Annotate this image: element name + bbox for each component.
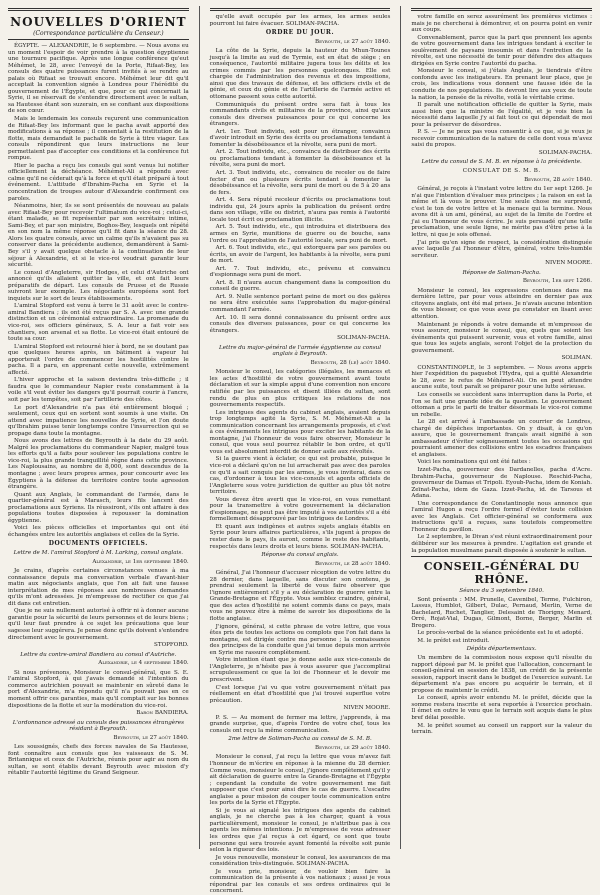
top-rule <box>8 8 189 11</box>
signature: SOLIMAN-PACHA. <box>337 335 391 342</box>
paragraph: Nous avons des lettres de Beyrouth à la date du 29 août. Malgré les proclamations du commandeur Napier, malgré tous les efforts qu'il a faits pour soulever les populations contre le vice-roi, la plus grande tranquillité règne dans cette province. Les Naplousains, au nombre de 8,000, sont descendus de la montagne ; avec leurs propres armes, pour concourir avec les Égyptiens à la défense du territoire contre toute agression étrangère. <box>8 438 189 491</box>
paragraph: Monsieur le consul, si j'étais Anglais, je tiendrais d'être confondu avec les instigateurs. En prenant leur place, que je crois, les indications vous donnent une fausse idée de la conduite de nos populations. Ils devront lire aux yeux de toute la nation, la pensée de la révolte, voilà le véritable crime. <box>411 68 593 101</box>
documents-heading: DOCUMENTS OFFICIELS. <box>48 540 148 548</box>
paragraph: Izzet-Pacha, gouverneur des Dardanelles, pacha d'Acre. Ibrahim-Pacha, gouverneur de Naplouse. Reschid-Pacha, gouverneur de Damas et Tripoli. Eyoub-Pacha, idem de Koniah. Zeïnat-Pacha, idem de Gaza. Izzet-Pacha, id. de Tarsous et Adana. <box>411 467 593 500</box>
article: Art. 10. Il sera donné connaissance du présent ordre aux consuls des diverses puissances, pour ce qui concerne les étrangers. <box>209 314 391 334</box>
paragraph: Un membre de la commission nous expose qu'il résulte du rapport déposé par M. le préfet que l'allocation, concernant le conseil-général en session de 1838, un crédit de la présente session, rapport inscrit dans le budget de l'exercice suivant. Le département n'a pas encore pu acquérir le terrain, et il propose de maintenir le crédit. <box>411 655 593 694</box>
paragraph: Le 2 septembre, le Divan s'est réuni extraordinairement pour délibérer sur les mesures à prendre. L'agitation est grande et la population musulmane paraît disposée à soutenir le sultan. <box>411 534 593 554</box>
paragraph: Néanmoins, hier, ils se sont présentés de nouveau au palais avec Rifaat-Bey pour recevoir l'ultimatum du vice-roi ; celui-ci, étant malade, se fit représenter par son secrétaire intime, Sami-Bey, et par son ministre, Boghos-Bey, lesquels ont répété en son nom la même réponse qu'il fit dans la séance du 28. Alors les quatre consuls, avec un calme qu'ils n'avaient pas su conserver dans la précédente audience, demandèrent à Sami-Bey s'il y avait quelque obstacle à la continuation de leur séjour à Alexandrie, et si le vice-roi voudrait garantir leur sécurité. <box>8 203 189 269</box>
paragraph: votre famille en serez assurément les premières victimes : mais je ne chercherai à démontrer, et on pourra point en venir aux coups. <box>411 14 593 34</box>
paragraph: Il paraît une notification officielle de quitter la Syrie, mais aussi bien que la ministre de l'égalité, et je vois bien la nécessité dans laquelle j'y ai fait tout ce qui dépendait de moi pour la préserver de désordres. <box>411 102 593 128</box>
paragraph: Général, J'ai l'honneur d'accuser réception de votre lettre du 28 dernier, dans laquelle, sans discuter son contenu, je prendrai seulement la liberté de vous faire observer que l'ignore entièrement s'il y a eu déclaration de guerre entre la Grande-Bretagne et l'Égypte. Vous semblez craindre, général, que des actes d'hostilité ne soient commis dans ce pays, mais vous ne pouvez être à même de savoir les dispositions de la flotte anglaise. <box>209 570 391 623</box>
paragraph: Le conseil, après avoir entendu M. le préfet, décide que la somme restera inscrite et sera reportée à l'exercice prochain. Il émet en outre le vœu que le terrain soit acquis dans le plus bref délai possible. <box>411 695 593 721</box>
paragraph: Sont présents : MM. Prunelle, Cavenibel, Terme, Fulchiron, Lassus, Humblot, Gilbert, Dulac, Pernaud, Merlin, Verne de Bachelard, Ruchet, Tanglier, Delesaint de Thorigny, Menard, Orré, Rojat-Vial, Dugas, Gilmont, Borne, Berger, Marlin et Bregero. <box>411 596 593 629</box>
article: Art. 7. Tout individu, etc., prévenu et convaincu d'espionnage sera puni de mort. <box>209 265 391 279</box>
paragraph: Je vous prie, monsieur, de vouloir bien faire la communication de la présente à vos nationaux ; aussi je vous répondrai par les consuls et ses ordres ordinaires qui le concernent. <box>209 868 391 895</box>
paragraph: Mais le lendemain les consuls reçurent une communication de Rifaat-Bey les informant que le pacha avait apporté des modifications à sa réponse ; il consentait à la restitution de la flotte, mais demandait le pachalik de Syrie à titre viager. Les consuls répondirent que leurs instructions ne leur permettaient pas d'accepter ces conditions et la conférence fut rompue. <box>8 116 189 162</box>
paragraph: Que je ne suis nullement autorisé à offrir ni à donner aucune garantie pour la sécurité de leurs personnes et de leurs biens ; qu'il leur faut prendre à ce sujet les précautions que leur sagesse leur suggérera. Je pense donc qu'ils doivent s'entendre directement avec le gouvernement. <box>8 608 189 641</box>
paragraph: Voici les pièces officielles et importantes qui ont été échangées entre les autorités anglaises et celles de la Syrie. <box>8 525 189 538</box>
subsection-label: Dépôts départementaux. <box>466 646 537 653</box>
paragraph: Vous devez être averti que le vice-roi, en vous remettant pour la transmettre à votre gouvernement la déclaration d'espionnage, ne peut pas être imputé à vos autorités s'il a été formellement désapprouvé par les intrigues de Londres. <box>209 496 391 523</box>
letter-place: Beyrouth, 28 (le) août 1840. <box>310 359 391 366</box>
paragraph: P. S. — Je ne peux pas vous consentir à ce que, si je veux je recevoir communication de la nature de celle dont vous m'avez saisi du propos. <box>411 129 593 149</box>
letter-title: Lettre du consul de S. M. B. en réponse à la précédente. <box>421 159 582 166</box>
paragraph: Le port d'Alexandrie n'a pas été entièrement bloqué ; seulement, ceux qui en sortent sont soumis à une visite. On attend avec impatience les nouvelles de Syrie, et l'on doute qu'Ibrahim puisse tenir longtemps contre l'insurrection qui se propage dans toute la montagne. <box>8 404 189 437</box>
top-rule <box>411 8 592 11</box>
left-column <box>8 6 189 849</box>
section-subheading: (Correspondance particulière du Censeur.) <box>33 30 164 37</box>
reply-title: Réponse de Soliman-Pacha. <box>462 269 541 276</box>
article: Art. 1er. Tout individu, soit pour un étranger, convaincu d'avoir introduit en Syrie des écrits ou proclamations tendant à fomenter la désobéissance et la révolte, sera puni de mort. <box>209 128 391 148</box>
paragraph: Maintenant je réponds à votre demande et m'empresse de vous assurer, monsieur le consul, que, quels que soient les événements qui puissent survenir, vous et votre famille, ainsi que tous les sujets anglais, seront l'objet de la protection du gouvernement. <box>411 321 593 354</box>
order-place: Beyrouth, le 27 août 1840. <box>315 38 391 45</box>
paragraph: CONSTANTINOPLE, le 3 septembre. — Nous avons appris hier l'expédition du paquebot l'Hydra, qui a quitté Alexandrie le 28, avec le refus de Méhémet-Ali. On en peut attendre aucune suite, tout paraît se préparer pour une lutte sérieuse. <box>411 364 593 391</box>
top-rule <box>210 8 391 11</box>
paragraph: Le consul d'Angleterre, sir Hodges, et celui d'Autriche ont annoncé qu'ils allaient quitter la ville, et ont fait leurs préparatifs de départ. Les consuls de Prusse et de Russie suivront leur exemple. Les négociants européens sont fort inquiets sur le sort de leurs établissements. <box>8 269 189 302</box>
article: Art. 8. Il n'aura aucun changement dans la composition du conseil de guerre. <box>209 279 391 293</box>
session-date: Séance du 3 septembre 1840. <box>459 588 544 595</box>
reply-place: Beyrouth, 1er sept 1266. <box>522 278 593 285</box>
column-rule <box>199 6 200 849</box>
signature: SOLIMAN-PACHA. <box>538 149 593 156</box>
paragraph: Si je vous ai signalé les intrigues des agents du cabinet anglais, je ne cherche pas à les charger, quant à vous particulièrement, monsieur le consul, je n'attribue pas à ces agents les mêmes intentions. Je m'empresse de vous adresser les ordres que j'ai reçus à cet égard, ce sont que toute personne qui sera trouvée ayant fomenté la révolte soit punie selon la rigueur des lois. <box>209 807 391 854</box>
reply-title: Réponse du consul anglais. <box>261 552 339 559</box>
paragraph: Le 28 est arrivé à l'ambassade un courrier de Londres, chargé de dépêches importantes. On y disait, à ce qu'on assure, que le gouvernement français avait signifié à son ambassadeur d'éviter soigneusement toutes les occasions qui pourraient amener des collisions entre les escadres françaises et anglaises. <box>411 419 593 458</box>
columns <box>8 6 593 895</box>
document-title: Lettre de M. l'amiral Stopford à M. Larking, consul anglais. <box>13 550 183 557</box>
signature: STOPFORD. <box>154 642 189 649</box>
divider <box>411 556 592 557</box>
paragraph: Les conseils se succèdent sans interruption dans la Porte, et l'on se fait une grande idée de la question. Le gouvernement ottoman a pris le parti de traiter désormais le vice-roi comme un rebelle. <box>411 391 593 418</box>
order-heading: ORDRE DU JOUR. <box>265 29 335 37</box>
signature: SOLIMAN. <box>561 355 593 362</box>
paragraph: Convenablement, parce que la part que prennent les agents de votre gouvernement dans les intrigues tendant à exciter le soulèvement de paysans insoumis et dans l'entretien de la révolte, est une nécessité de tenir pour défendre des attaques dirigées en Syrie contre l'autorité du pacha. <box>411 34 593 67</box>
paragraph: ÉGYPTE. — ALEXANDRIE, le 6 septembre. — Nous avons eu un moment l'espoir de voir prendre à la question égyptienne une tournure pacifique. Après une longue conférence qu'eut Méhémet, le 28, avec l'envoyé de la Porte, Rifaat-Bey, les consuls des quatre puissances furent invités à se rendre au palais où Rifaat se trouvait encore. Méhémet leur dit qu'il acceptait la convention signée à Londres pour l'hérédité du gouvernement de l'Égypte, et que, pour ce qui concernait la Syrie, il se réservait de s'entendre directement avec le sultan, sa Hautesse étant son suzerain, en se confiant aux dispositions de son cœur. <box>8 43 189 115</box>
paragraph: Votre intention étant que je donne asile aux vice-consuls de l'Angleterre, je n'hésite pas à vous assurer que j'accomplirai scrupuleusement ce que la loi de l'honneur et le devoir me prescrivent. <box>209 657 391 683</box>
paragraph: Si nous prévenons, Monsieur le consul-général, que S. E. l'amiral Stopford, à qui j'avais demandé si l'intention du commerce autrichien pouvait se maintenir en sûreté dans le port d'Alexandrie, m'a répondu qu'il n'a pouvait pas en ce moment offrir ces garanties, mais qu'il comptait sur les bonnes dispositions de la flotte et sur la modération du vice-roi. <box>8 669 189 709</box>
paragraph: Le procès-verbal de la séance précédente est lu et adopté. <box>417 630 584 637</box>
signature: NIVEN MOORE. <box>343 705 391 712</box>
paragraph: P. S. — Au moment de fermer ma lettre, j'apprends, à ma grande surprise, que, d'après l'ordre de votre chef, tous les consuls ont reçu la même communication. <box>209 714 391 734</box>
column-rule <box>400 6 401 849</box>
paragraph: Monsieur le consul, les expressions contenues dans ma dernière lettre, par pour vous atteindre en dernier pas aux citoyens anglais, ont été mal prises. Je n'avais aucune intention de vous blesser, ce que vous avez pu constater en lisant avec attention. <box>411 287 593 320</box>
paragraph: J'ignore, général, si cette phrase de votre lettre, que vous êtes pris de toutes les actions ou complots que l'on fait dans la montagne, est dirigée contre ma personne ; la connaissance des principes de la conduite que j'ai tenue depuis mon arrivée en Syrie me rassure complètement. <box>209 623 391 656</box>
article: Art. 2. Tout individu, etc., convaincu de distribuer des écrits ou proclamations tendant à fomenter la désobéissance et la révolte, sera puni de mort. <box>209 149 391 169</box>
paragraph: L'amiral Stopford est retourné hier à bord, ne se doutant pas que quelques heures après, un bâtiment à vapeur lui apporterait l'ordre de commencer les hostilités contre le pacha. Il a paru, en apprenant cette nouvelle, extrêmement affecté. <box>8 343 189 376</box>
paragraph: Je crains, d'après certaines circonstances venues à ma connaissance depuis ma conversation verbale d'avant-hier matin aux négociants anglais, que l'on ait fait une fausse interprétation de mes réponses aux nombreuses demandes qu'ils m'ont adressées. Je m'empresse de rectifier ce que j'ai dit dans cet entretien. <box>8 568 189 607</box>
signature: Baron BANDIERA. <box>136 710 189 717</box>
paragraph: Monsieur le consul, j'ai reçu la lettre que vous m'avez fait l'honneur de m'écrire en réponse à la mienne du 28 dernier. Comme vous, monsieur le consul, j'ignore complètement qu'il y ait déclaration de guerre entre la Grande-Bretagne et l'Égypte ; cependant la conduite de votre gouvernement me fait supposer que c'est pour ainsi dire le cas de guerre. L'escadre anglaise a pour mission de couper toute communication entre les ports de la Syrie et l'Égypte. <box>209 754 391 807</box>
document-title: L'ordonnance adressé au consuls des puissances étrangères résidant à Beyrouth. <box>12 719 184 733</box>
consulate-label: CONSULAT DE S. M. B. <box>462 168 541 175</box>
paragraph: L'hiver approche et la saison deviendra très-difficile ; il faudra que le commandeur Napier reste constamment à la voile s'il veut éviter les dangers qu'il pourrait courir à l'ancre, soit par les tempêtes, soit par l'artillerie des côtes. <box>8 377 189 403</box>
divider <box>8 39 189 40</box>
letter-title: 2me lettre de Soliman-Pacha au consul de S. M. B. <box>228 736 372 743</box>
article: Art. 5. Tout individu, etc., qui introduira et distribuera des armes en Syrie, munitions de guerre ou de bouche, sans l'ordre ou l'approbation de l'autorité locale, sera puni de mort. <box>209 224 391 244</box>
right-column <box>411 6 592 849</box>
paragraph: La côte de la Syrie, depuis la hauteur du Mhun-Tounes jusqu'à la limite au sud de Tyrmie, est en état de siège ; en conséquence, l'autorité militaire jugera tous les délits et les crimes commis par les personnes quelconques. Elle est chargée de l'administration des revenus et des impositions, ainsi que des travaux de défense, et les officiers civils et de génie, et ceux du génie et de l'artillerie de l'armée active et ottomane passent sous cette autorité. <box>209 48 391 101</box>
document-place: Beyrouth, le 27 août 1840. <box>113 734 189 741</box>
letter-title: Lettre du major-général de l'armée égyptienne au consul anglais à Beyrouth. <box>219 344 381 358</box>
paragraph: Et quant aux indigènes et autres sujets anglais établis en Syrie pour leurs affaires particulières, s'ils jugent à propos de rester dans le pays, ils auront, comme le reste des habitants, respectés dans leurs droits et leurs biens. SOLIMAN-PACHA. <box>209 523 391 550</box>
paragraph: C'est lorsque j'ai vu que votre gouvernement n'était pas réellement en état d'hostilité que j'ai trouvé superflue votre précaution. <box>209 684 391 704</box>
document-place: Alexandrie, le 4 septembre 1840. <box>98 660 189 667</box>
paragraph: M. le préfet soumet au conseil un rapport sur la valeur du terrain. <box>411 722 593 736</box>
paragraph: Communiqués du présent ordre sera fait à tous les commandants civils et militaires de la province, ainsi qu'aux consuls des diverses puissances pour ce qui concerne les étrangers. <box>209 101 391 128</box>
paragraph: L'amiral Stopford est venu à terre le 31 août avec le contre-amiral Bandiera ; ils ont été reçus par S. A. avec une grande distinction et un cérémonial extraordinaire. La promenade du vice-roi, ses officiers généraux, S. A. leur a fait voir ses chantiers, son arsenal et sa flotte. Le vice-roi était entouré de toute sa cour. <box>8 303 189 343</box>
reply-place: Beyrouth, le 28 août 1840. <box>315 560 391 567</box>
document-title: Lettre du contre-amiral Bandiera au consul d'Autriche. <box>20 651 177 658</box>
paragraph: Si la guerre vient à éclater, ce qui est probable, puisque le vice-roi a déclaré qu'on ne lui arracherait pas avec des paroles ce qu'il a sait conquis par les armes, je vous inviterai, dans ce cas, d'ordonner à tous les vice-consuls et agents officiels de l'Angleterre sous votre juridiction de quitter au plus tôt notre territoire. <box>209 456 391 496</box>
middle-column <box>209 6 391 895</box>
article: Art. 9. Nulle sentence portant peine de mort ou des galères ne sera être exécutée sans l'approbation du major-général commandant l'armée. <box>209 293 391 313</box>
paragraph: Je vous renouvelle, monsieur le consul, les assurances de ma considération très-distinguée. SOLIMAN-PACHA. <box>209 854 391 868</box>
paragraph: Général, je reçois à l'instant votre lettre du 1er sept 1266. Je n'ai que l'intention d'évaluer mes principes ; la raison en est la même et là vous le prouver. Une seule chose me surprend, c'est le ton de votre lettre et la menace qui la termine. Nous avons dit à un ami, général, au sujet de la limite de l'ordre et j'ai eu l'honneur de vous écrire. Je suis persuadé qu'une telle proclamation, une seule ligne, ne mérite pas d'être prise à la lettre, ni que je sois offensé. <box>411 186 593 238</box>
article: Art. 6. Tout individu, etc., qui extorquera par ses paroles ou écrits, un avoir de l'argent, les habitants à la révolte, sera puni de mort. <box>209 245 391 265</box>
paragraph: M. le préfet est introduit. <box>417 637 490 644</box>
section-heading-conseil: CONSEIL-GÉNÉRAL DU RHÔNE. <box>423 560 580 587</box>
paragraph: Voici les nominations qui ont été faites : <box>417 459 531 466</box>
paragraph: Une correspondance de Constantinople nous annonce que l'amiral Hugon a reçu l'ordre formel d'éviter toute collision avec les Anglais. Cet officier-général se conformera aux instructions qu'il a reçues, sans toutefois compromettre l'honneur du pavillon. <box>411 500 593 533</box>
article: Art. 3. Tout individu, etc., convaincu de receler ou de faire fecter d'un ou plusieurs écrits tendant à fomenter la désobéissance et la révolte, sera puni de mort ou de 5 à 20 ans de fers. <box>209 170 391 196</box>
document-place: Alexandrie, le 1er septembre 1840. <box>92 558 189 565</box>
paragraph: Quant aux Anglais, le commandant de l'armée, dans le quartier-général est à Marasch, leurs fils lancent des proclamations aux Syriens. Ils réussiront, s'ils ont affaire à des populations toutes disposées à repousser la domination égyptienne. <box>8 491 189 524</box>
section-heading-nouvelles: NOUVELLES D'ORIENT <box>10 15 187 29</box>
paragraph: Les intrigues des agents du cabinet anglais, avaient depuis trop longtemps agité la Syrie, S. M. Méhémet-Ali a la communication concernant les arrangements proposés, et c'est à ces événements les intrigues pour exciter les habitants de la montagne, j'ai l'honneur de vous faire observer, Monsieur le consul, que vous seul pourrez rétablir le bon ordre, et qu'il vous est absolument interdit de donner asile aux révoltés. <box>209 409 391 455</box>
letter-place: Beyrouth, 28 août 1840. <box>524 176 593 183</box>
article: Art. 4. Sera réputé receleur d'écrits ou proclamations tout individu qui, 24 jours après la publication du présent ordre dans son village, ville ou district, n'aura pas remis à l'autorité locale tout écrit ou proclamation illicite. <box>209 197 391 223</box>
paragraph: Monsieur le consul, les catégories illégales, les menaces et les actes d'hostilité de votre gouvernement avant toute déclaration et sur la simple appui d'une convention non encore ratifiée par les puissances et disent illiées du sultan, sont rendu de plus en plus critiques les relations de nos gouvernements respectifs. <box>209 369 391 409</box>
paragraph: J'ai pris qu'en signe de respect, la considération distinguée avec laquelle j'ai l'honneur d'être, général, votre très-humble serviteur. <box>411 239 593 259</box>
paragraph: qu'elle avait occupée par les armes, les armes seules pourront lui faire évacuer. SOLIMAN-PACHA. <box>209 14 391 27</box>
letter-place: Beyrouth, le 29 août 1840. <box>315 744 391 751</box>
signature: NIVEN MOORE. <box>545 260 593 267</box>
paragraph: Les soussignés, chefs des forces navales de Sa Hautesse, font connaître aux consuls que les vaisseaux de S. M. Britannique et ceux de l'Autriche, réunis pour agir au nom du sultan, se sont établis devant Beyrouth avec mission d'y rétablir l'autorité légitime du Grand Seigneur. <box>8 744 189 777</box>
paragraph: Hier le pacha a reçu les consuls qui sont venus lui notifier officiellement la déchéance. Méhémet-Ali a répondu avec calme qu'il ne céderait qu'à la force et qu'il était préparé à tout événement. L'attitude d'Ibrahim-Pacha en Syrie et la concentration de troupes autour d'Alexandrie confirment ces paroles. <box>8 162 189 202</box>
